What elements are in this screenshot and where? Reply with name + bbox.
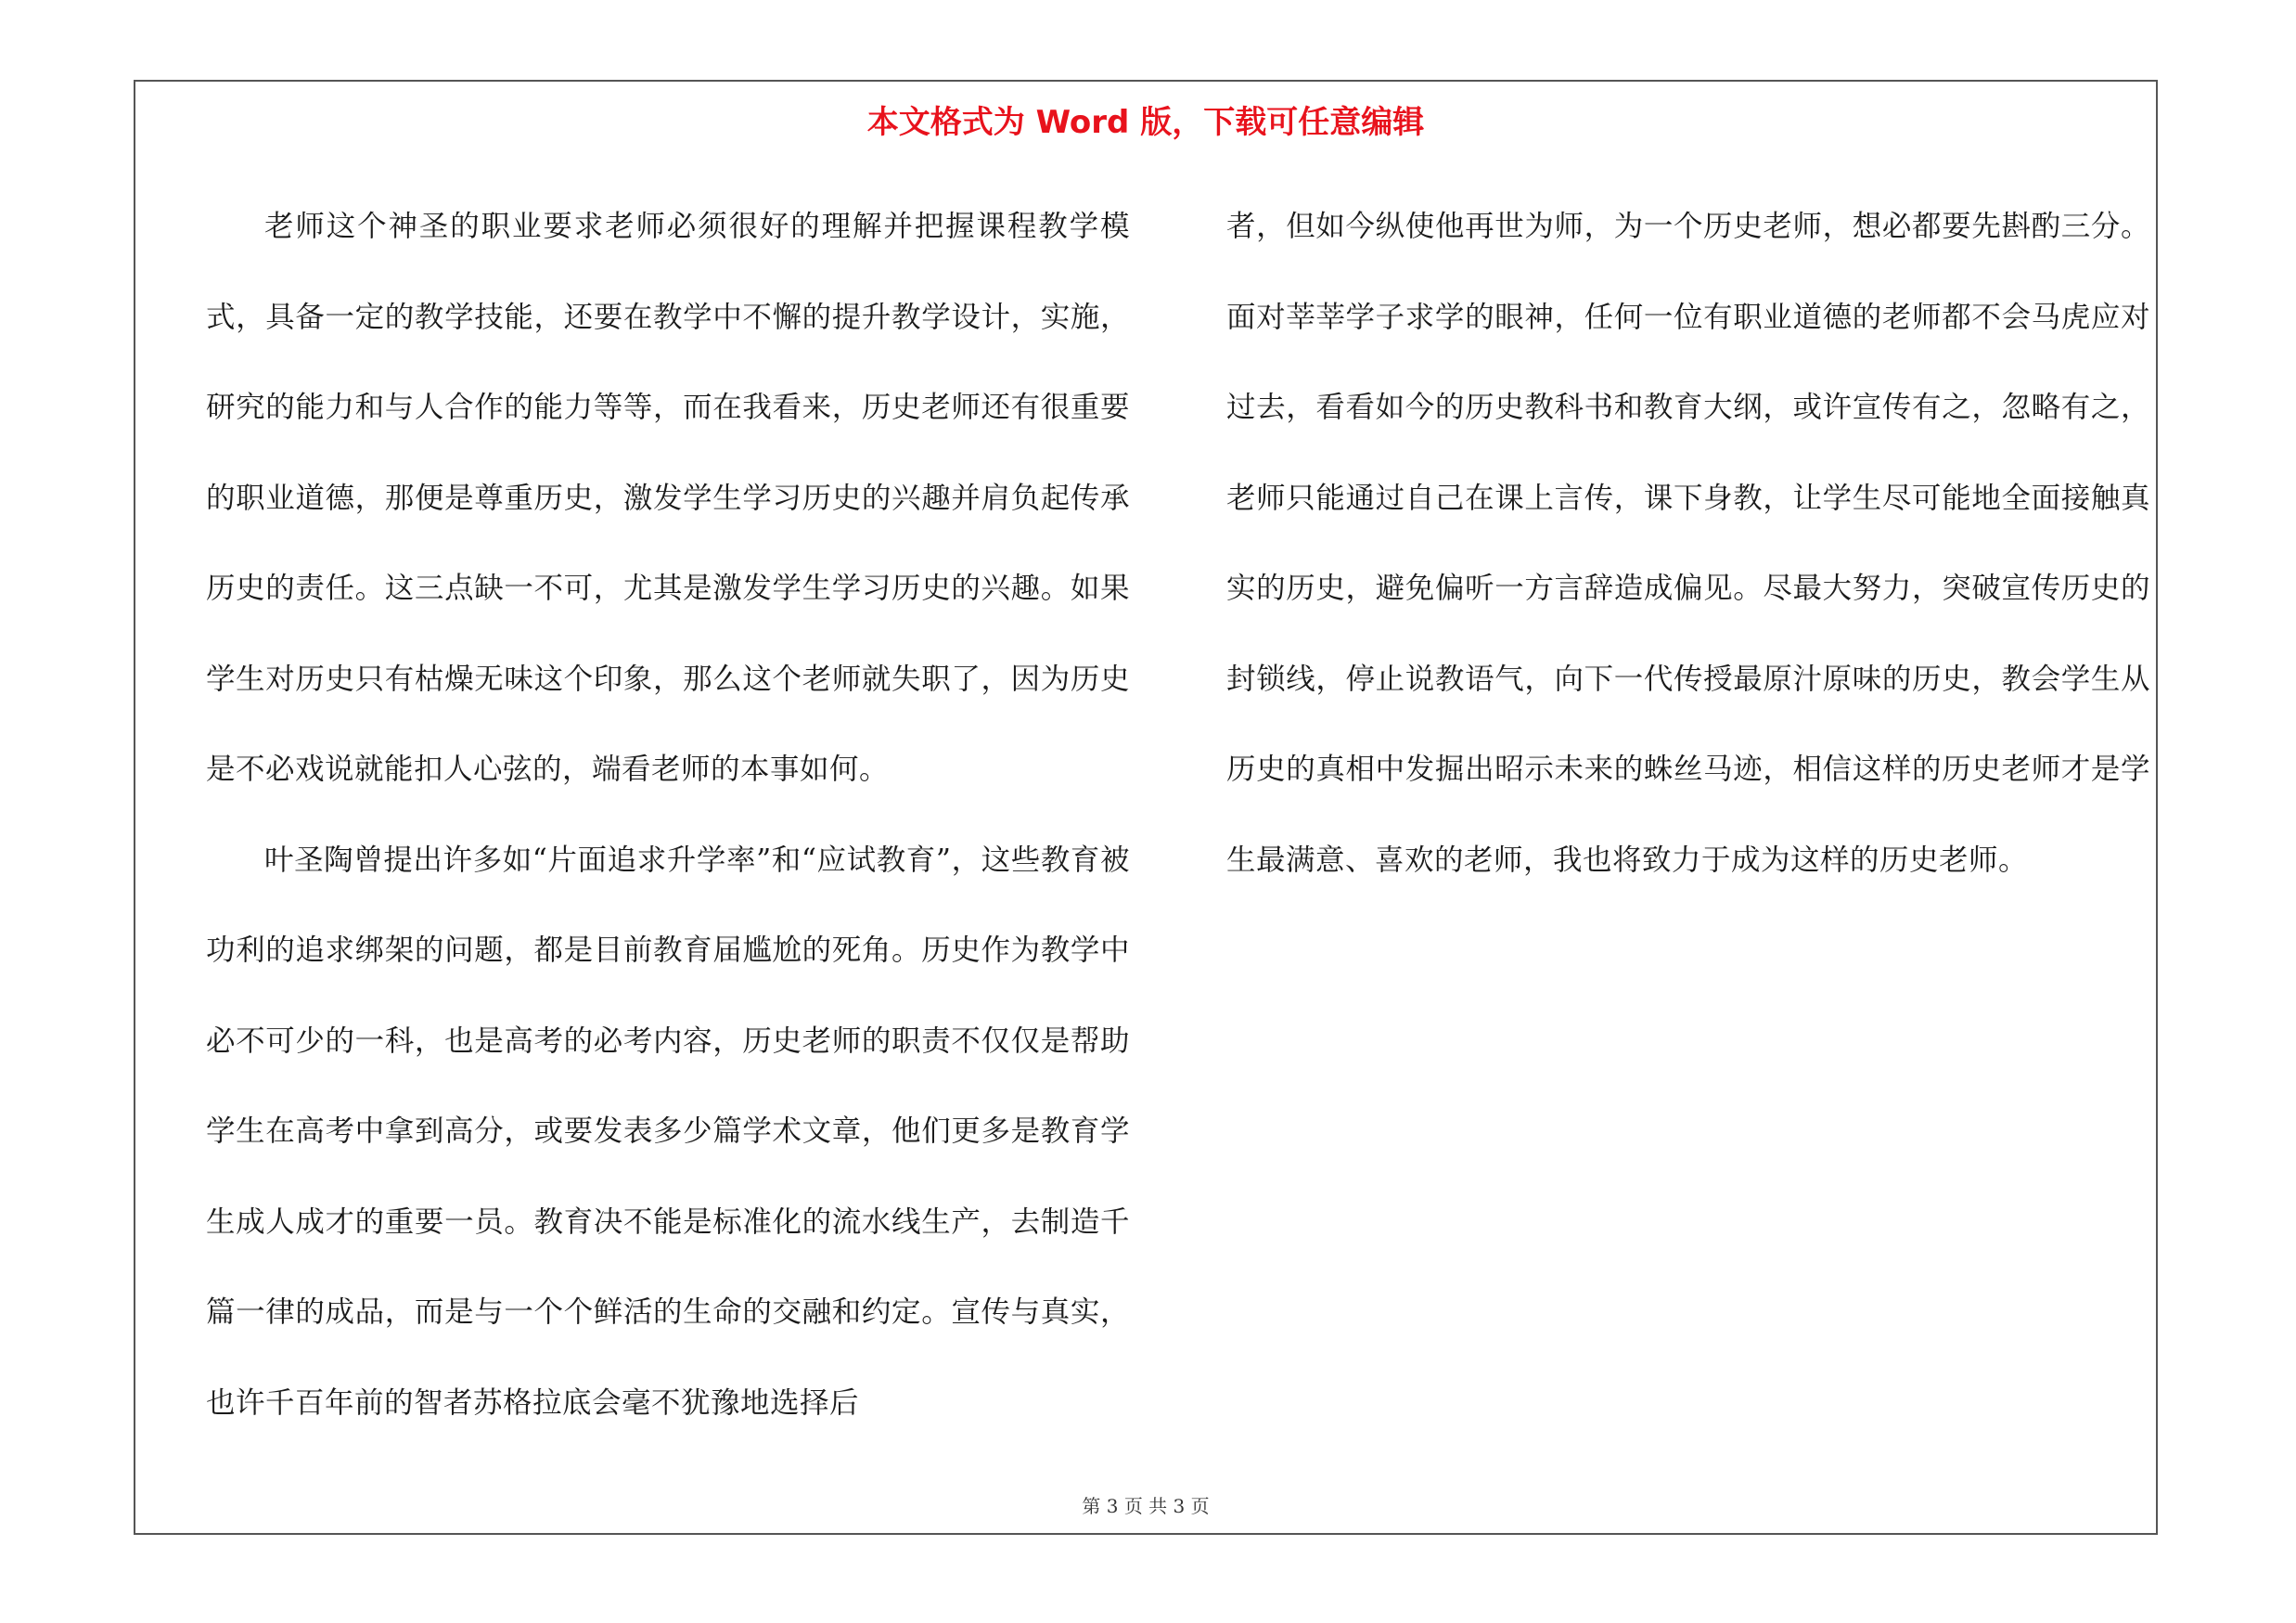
paragraph-teacher-ethics: 老师这个神圣的职业要求老师必须很好的理解并把握课程教学模式，具备一定的教学技能，还要在教学中不懈的提升教学设计，实施，研究的能力和与人合作的能力等等，而在我看来，历史老师还有很重要的职业道德，那便是尊重历史，激发学生学习历史的兴趣并肩负起传承历史的责任。这三点缺一不可，尤其是激发学生学习历史的兴趣。如果学生对历史只有枯燥无味这个印象，那么这个老师就失职了，因为历史是不必戏说就能扣人心弦的，端看老师的本事如何。 [206,210,1130,786]
word-format-banner: 本文格式为 Word 版，下载可任意编辑 [866,104,1425,141]
page-frame [134,80,2158,1535]
paragraph-education-utilitarian: 叶圣陶曾提出许多如“片面追求升学率”和“应试教育”，这些教育被功利的追求绑架的问题，都是目前教育届尴尬的死角。历史作为教学中必不可少的一科，也是高考的必考内容，历史老师的职责不仅仅是帮助学生在高考中拿到高分，或要发表多少篇学术文章，他们更多是教育学生成人成才的重要一员。教育决不能是标准化的流水线生产，去制造千篇一律的成品，而是与一个个鲜活的生命的交融和约定。宣传与真实，也许千百年前的智者苏格拉底会毫不犹豫地选择后 [206,843,1130,1420]
paragraph-continued-history-teacher: 者，但如今纵使他再世为师，为一个历史老师，想必都要先斟酌三分。面对莘莘学子求学的眼神，任何一位有职业道德的老师都不会马虎应对过去，看看如今的历史教科书和教育大纲，或许宣传有之，忽略有之，老师只能通过自己在课上言传，课下身教，让学生尽可能地全面接触真实的历史，避免偏听一方言辞造成偏见。尽最大努力，突破宣传历史的封锁线，停止说教语气，向下一代传授最原汁原味的历史，教会学生从历史的真相中发掘出昭示未来的蛛丝马迹，相信这样的历史老师才是学生最满意、喜欢的老师，我也将致力于成为这样的历史老师。 [1226,210,2150,877]
page-number-footer: 第 3 页 共 3 页 [1082,1495,1210,1517]
left-column [206,182,1130,1449]
right-column [1226,182,2150,906]
